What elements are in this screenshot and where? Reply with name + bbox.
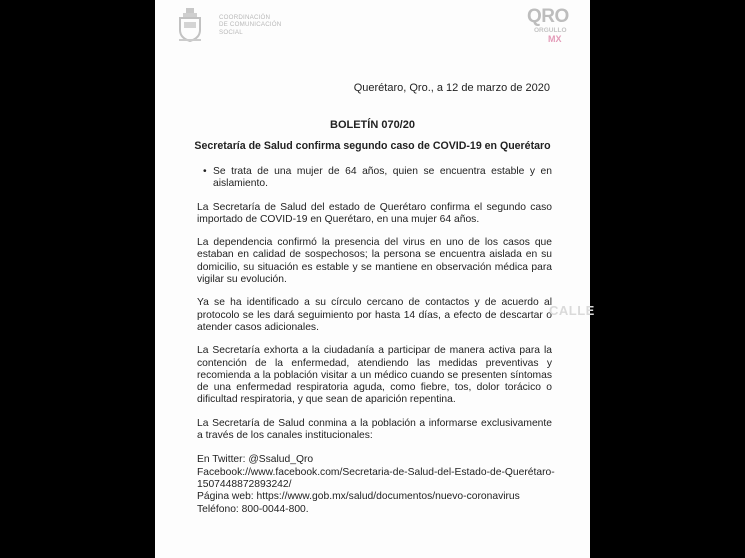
release-date: Querétaro, Qro., a 12 de marzo de 2020	[353, 82, 550, 94]
bullet-dot-icon: •	[203, 166, 207, 177]
paragraph: La Secretaría de Salud conmina a la población a informarse exclusivamente a través de los canales institucionales:	[197, 417, 552, 442]
facebook-contact: Facebook://www.facebook.com/Secretaria-de-Salud-del-Estado-de-Querétaro-	[197, 466, 555, 478]
contact-list	[197, 454, 555, 515]
headline: Secretaría de Salud confirma segundo caso de COVID-19 en Querétaro	[194, 140, 551, 152]
government-office-label	[219, 14, 309, 36]
qro-brand-mx: MX	[548, 34, 562, 44]
paragraph: La Secretaría exhorta a la ciudadanía a participar de manera activa para la contención de la enfermedad, atendiendo las medidas preventivas y recomienda a la población visitar a un médico cuando se presenten síntomas de una enfermedad respiratoria aguda, como fiebre, tos, dolor torácico o dificultad respiratoria, y que sean de aparición repentina.	[197, 345, 552, 406]
calle-watermark: CALLE	[549, 303, 595, 318]
phone-contact: Teléfono: 800-0044-800.	[197, 503, 309, 515]
paragraph: La dependencia confirmó la presencia del virus en uno de los casos que estaban en calidad de sospechosos; la persona se encuentra aislada en su domicilio, su situación es estable y se mantiene en observación médica para vigilar su evolución.	[197, 237, 552, 286]
gov-line: SOCIAL	[219, 28, 243, 36]
bullet-text: Se trata de una mujer de 64 años, quien se encuentra estable y en aislamiento.	[213, 166, 552, 190]
qro-orgullo-mx-logo	[527, 6, 579, 48]
qro-brand: QRO	[527, 6, 569, 27]
facebook-contact-cont: 1507448872893242/	[197, 478, 292, 490]
qro-brand-sub: ORGULLO	[534, 27, 567, 34]
state-seal-logo	[177, 8, 203, 42]
press-release-page	[155, 0, 595, 558]
release-body	[197, 166, 555, 516]
web-contact: Página web: https://www.gob.mx/salud/documentos/nuevo-coronavirus	[197, 491, 520, 503]
paragraph: La Secretaría de Salud del estado de Querétaro confirma el segundo caso importado de COVID-19 en Querétaro, en una mujer 64 años.	[197, 201, 552, 225]
gov-line: COORDINACIÓN	[219, 14, 271, 21]
twitter-contact: En Twitter: @Ssalud_Qro	[197, 454, 314, 466]
paragraph: Ya se ha identificado a su círculo cercano de contactos y de acuerdo al protocolo se les dará seguimiento por hasta 14 días, a efecto de descartar o atender casos adicionales.	[197, 297, 552, 333]
gov-line: DE COMUNICACIÓN	[219, 21, 282, 29]
bulletin-number: BOLETÍN 070/20	[330, 119, 415, 131]
summary-bullet	[203, 166, 552, 191]
